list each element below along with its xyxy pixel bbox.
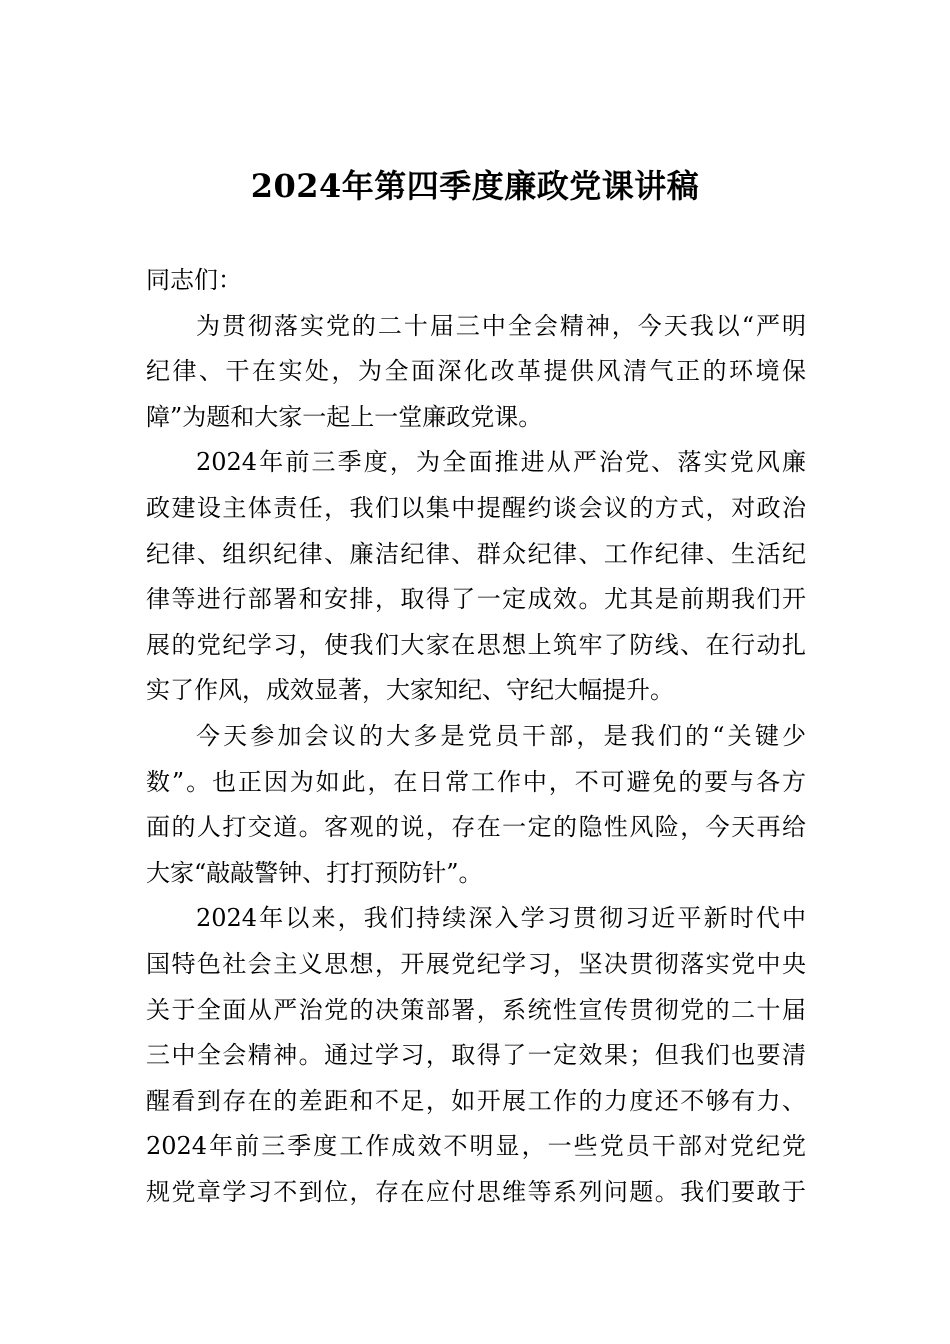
- text-line: 政建设主体责任，我们以集中提醒约谈会议的方式，对政治: [146, 493, 806, 522]
- text-line: 规党章学习不到位，存在应付思维等系列问题。我们要敢于: [146, 1177, 806, 1206]
- salutation: 同志们：: [146, 266, 242, 294]
- text-line: 2024年以来，我们持续深入学习贯彻习近平新时代中: [196, 904, 806, 933]
- text-line: 醒看到存在的差距和不足，如开展工作的力度还不够有力、: [146, 1086, 806, 1115]
- text-line: 障”为题和大家一起上一堂廉政党课。: [146, 402, 543, 431]
- text-line: 三中全会精神。通过学习，取得了一定效果；但我们也要清: [146, 1041, 806, 1070]
- text-line: 2024年前三季度工作成效不明显，一些党员干部对党纪党: [146, 1132, 806, 1161]
- document-title: 2024年第四季度廉政党课讲稿: [250, 167, 700, 205]
- text-line: 今天参加会议的大多是党员干部，是我们的“关键少: [196, 721, 806, 750]
- text-line: 律等进行部署和安排，取得了一定成效。尤其是前期我们开: [146, 585, 806, 614]
- text-line: 纪律、组织纪律、廉洁纪律、群众纪律、工作纪律、生活纪: [146, 539, 806, 568]
- text-line: 纪律、干在实处，为全面深化改革提供风清气正的环境保: [146, 357, 806, 386]
- text-line: 大家“敲敲警钟、打打预防针”。: [146, 858, 483, 887]
- text-line: 关于全面从严治党的决策部署，系统性宣传贯彻党的二十届: [146, 995, 806, 1024]
- text-line: 国特色社会主义思想，开展党纪学习，坚决贯彻落实党中央: [146, 949, 806, 978]
- text-line: 面的人打交道。客观的说，存在一定的隐性风险，今天再给: [146, 813, 806, 842]
- body-lines: [146, 304, 806, 1216]
- text-line: 展的党纪学习，使我们大家在思想上筑牢了防线、在行动扎: [146, 630, 806, 659]
- text-line: 实了作风，成效显著，大家知纪、守纪大幅提升。: [146, 676, 674, 705]
- text-line: 为贯彻落实党的二十届三中全会精神，今天我以“严明: [196, 311, 806, 340]
- text-line: 数”。也正因为如此，在日常工作中，不可避免的要与各方: [146, 767, 806, 796]
- document-body: [146, 258, 806, 1215]
- text-line: 2024年前三季度，为全面推进从严治党、落实党风廉: [196, 448, 806, 477]
